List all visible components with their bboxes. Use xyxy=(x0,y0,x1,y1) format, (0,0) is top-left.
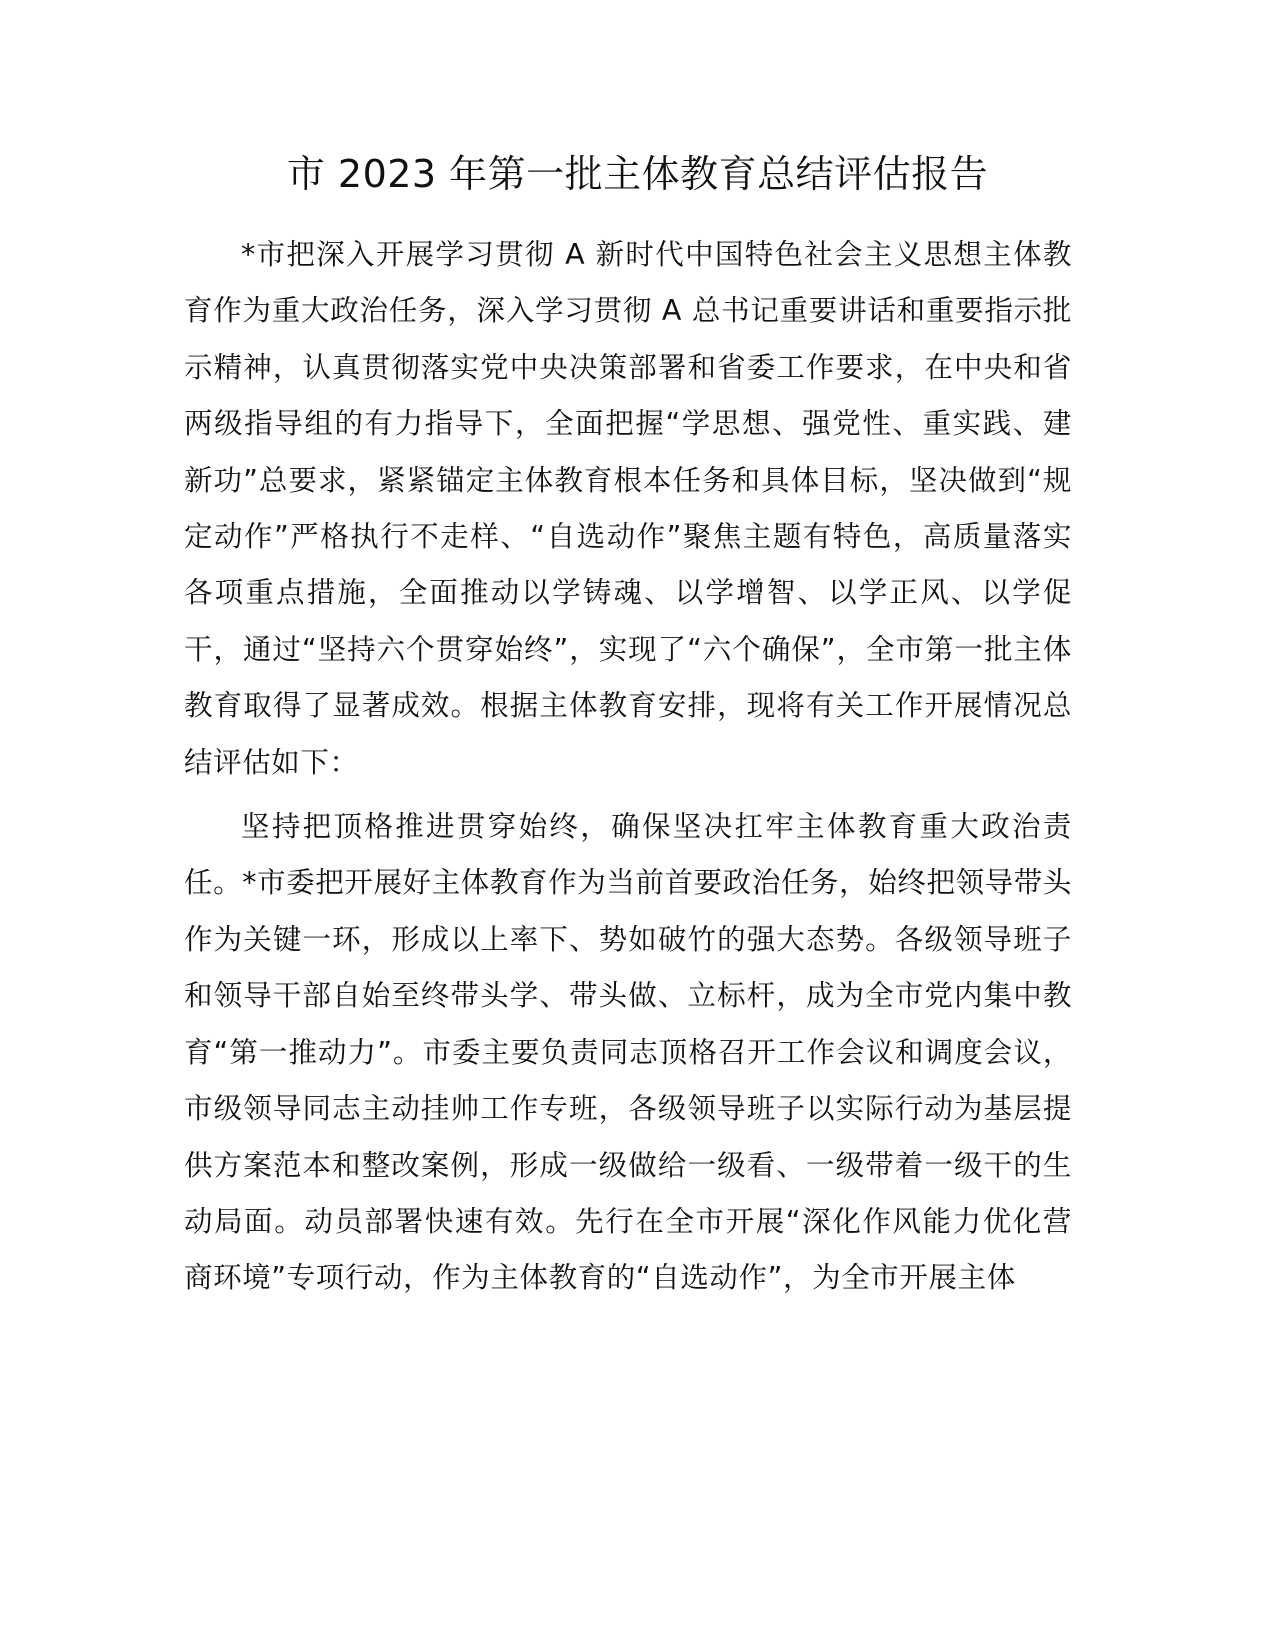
document-title: 市 2023 年第一批主体教育总结评估报告 xyxy=(286,152,989,196)
body-paragraph-1: *市把深入开展学习贯彻 A 新时代中国特色社会主义思想主体教育作为重大政治任务，深入学习贯彻 A 总书记重要讲话和重要指示批示精神，认真贯彻落实党中央决策部署和省委工作要求，在中央和省两级指导组的有力指导下，全面把握“学思想、强党性、重实践、建新功”总要求，紧紧锚定主体教育根本任务和具体目标，坚决做到“规定动作”严格执行不走样、“自选动作”聚焦主题有特色，高质量落实各项重点措施，全面推动以学铸魂、以学增智、以学正风、以学促干，通过“坚持六个贯穿始终”，实现了“六个确保”，全市第一批主体教育取得了显著成效。根据主体教育安排，现将有关工作开展情况总结评估如下： xyxy=(184,238,1072,779)
body-paragraph-2: 坚持把顶格推进贯穿始终，确保坚决扛牢主体教育重大政治责任。*市委把开展好主体教育作为当前首要政治任务，始终把领导带头作为关键一环，形成以上率下、势如破竹的强大态势。各级领导班子和领导干部自始至终带头学、带头做、立标杆，成为全市党内集中教育“第一推动力”。市委主要负责同志顶格召开工作会议和调度会议，市级领导同志主动挂帅工作专班，各级领导班子以实际行动为基层提供方案范本和整改案例，形成一级做给一级看、一级带着一级干的生动局面。动员部署快速有效。先行在全市开展“深化作风能力优化营商环境”专项行动，作为主体教育的“自选动作”，为全市开展主体 xyxy=(184,810,1072,1295)
document-body xyxy=(184,227,1072,1307)
